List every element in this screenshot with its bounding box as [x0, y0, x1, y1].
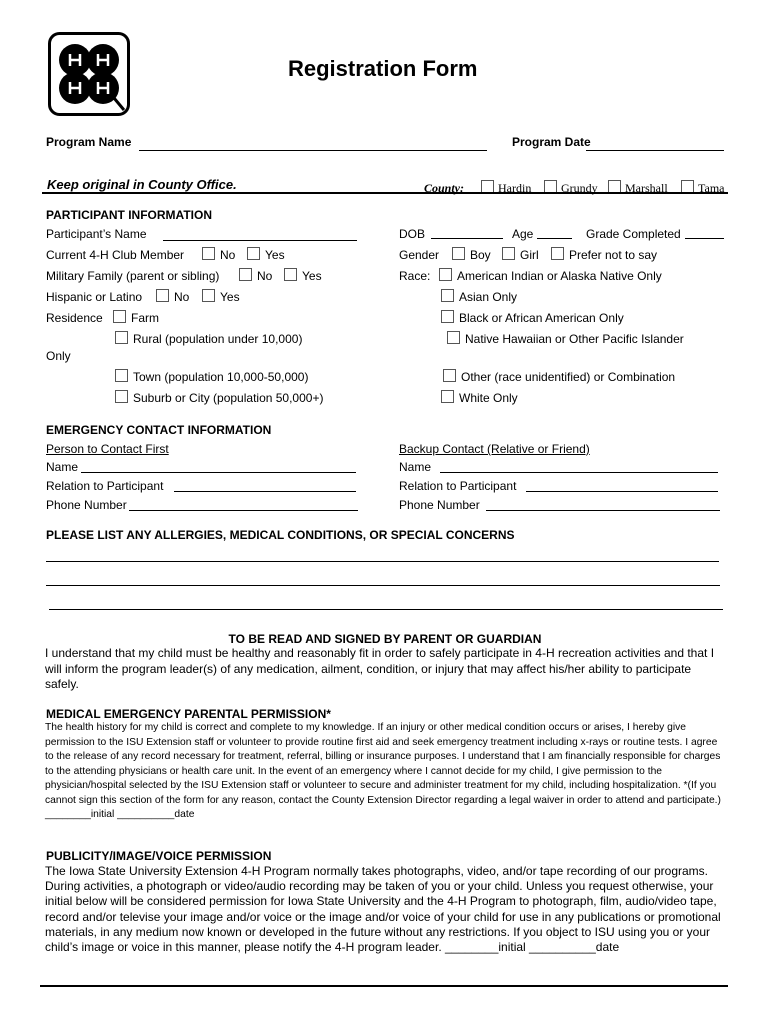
gender-girl-checkbox[interactable]: [502, 247, 515, 260]
county-tama-label: Tama: [698, 181, 725, 195]
race-white-checkbox[interactable]: [441, 390, 454, 403]
club-no-checkbox[interactable]: [202, 247, 215, 260]
keep-original-text: Keep original in County Office.: [47, 177, 237, 192]
gender-prefer-checkbox[interactable]: [551, 247, 564, 260]
race-asian-label: Asian Only: [459, 290, 518, 304]
hispanic-yes-label: Yes: [220, 290, 240, 304]
club-yes-checkbox[interactable]: [247, 247, 260, 260]
race-white-label: White Only: [459, 391, 518, 405]
backup-contact-phone-field[interactable]: [486, 510, 720, 511]
program-date-label: Program Date: [512, 135, 591, 149]
age-label: Age: [512, 227, 534, 241]
dob-label: DOB: [399, 227, 426, 241]
military-no-checkbox[interactable]: [239, 268, 252, 281]
emergency-heading: EMERGENCY CONTACT INFORMATION: [46, 423, 272, 437]
hispanic-no-label: No: [174, 290, 190, 304]
military-label: Military Family (parent or sibling): [46, 269, 220, 283]
gender-boy-label: Boy: [470, 248, 491, 262]
residence-only-label: Only: [46, 349, 71, 363]
residence-suburb-label: Suburb or City (population 50,000+): [133, 391, 324, 405]
race-black-checkbox[interactable]: [441, 310, 454, 323]
backup-contact-relation-field[interactable]: [526, 491, 718, 492]
guardian-text: I understand that my child must be healthy and reasonably fit in order to safely participate in 4-H recreation activities and that I will inform the program leader(s) of any medication, ailment, condition, or injury that may affect his/her ability to participate safely.: [45, 646, 715, 691]
allergies-line-2[interactable]: [46, 585, 720, 586]
county-marshall-label: Marshall: [625, 181, 668, 195]
participant-heading: PARTICIPANT INFORMATION: [46, 208, 212, 222]
race-other-checkbox[interactable]: [443, 369, 456, 382]
medical-heading: MEDICAL EMERGENCY PARENTAL PERMISSION*: [46, 707, 331, 721]
residence-farm-checkbox[interactable]: [113, 310, 126, 323]
race-asian-checkbox[interactable]: [441, 289, 454, 302]
header-divider: [42, 192, 728, 194]
first-contact-relation-field[interactable]: [174, 491, 356, 492]
residence-town-checkbox[interactable]: [115, 369, 128, 382]
race-black-label: Black or African American Only: [459, 311, 624, 325]
residence-label: Residence: [46, 311, 103, 325]
grade-label: Grade Completed: [586, 227, 681, 241]
first-contact-phone-label: Phone Number: [46, 498, 127, 512]
gender-label: Gender: [399, 248, 440, 262]
first-contact-relation-label: Relation to Participant: [46, 479, 164, 493]
publicity-text: The Iowa State University Extension 4-H Program normally takes photographs, video, and/or tape recording of our programs. During activities, a photograph or video/audio recording may be taken of you or your child. Unless you request otherwise, your initial below will be considered permission for Iowa State University and the 4-H Program to photograph, film, audio/video tape, record and/or televise your image and/or voice or the image and/or voice of your child for use in any publications or promotional materials, in any medium now known or developed in the future without any restrictions. If you object to ISU using you or your child’s image or voice in this manner, please notify the 4-H program leader. ________initial __________date: [45, 864, 721, 955]
military-yes-label: Yes: [302, 269, 322, 283]
backup-contact-relation-label: Relation to Participant: [399, 479, 517, 493]
club-member-label: Current 4-H Club Member: [46, 248, 185, 262]
club-no-label: No: [220, 248, 236, 262]
age-field[interactable]: [537, 238, 572, 239]
county-label: County:: [424, 181, 465, 195]
race-american-indian-checkbox[interactable]: [439, 268, 452, 281]
first-contact-phone-field[interactable]: [129, 510, 358, 511]
residence-farm-label: Farm: [131, 311, 159, 325]
grade-field[interactable]: [685, 238, 724, 239]
backup-contact-name-field[interactable]: [440, 472, 718, 473]
gender-prefer-label: Prefer not to say: [569, 248, 658, 262]
footer-divider: [40, 985, 728, 987]
hispanic-yes-checkbox[interactable]: [202, 289, 215, 302]
military-no-label: No: [257, 269, 273, 283]
dob-field[interactable]: [431, 238, 503, 239]
race-label: Race:: [399, 269, 431, 283]
allergies-line-3[interactable]: [49, 609, 723, 610]
backup-contact-phone-label: Phone Number: [399, 498, 480, 512]
participant-name-field[interactable]: [163, 240, 357, 241]
hispanic-label: Hispanic or Latino: [46, 290, 143, 304]
first-contact-heading: Person to Contact First: [46, 442, 169, 456]
residence-rural-label: Rural (population under 10,000): [133, 332, 303, 346]
backup-contact-heading: Backup Contact (Relative or Friend): [399, 442, 590, 456]
residence-suburb-checkbox[interactable]: [115, 390, 128, 403]
race-american-indian-label: American Indian or Alaska Native Only: [457, 269, 662, 283]
allergies-line-1[interactable]: [46, 561, 719, 562]
race-hawaiian-label: Native Hawaiian or Other Pacific Islander: [465, 332, 684, 346]
residence-town-label: Town (population 10,000-50,000): [133, 370, 309, 384]
county-grundy-label: Grundy: [561, 181, 598, 195]
county-hardin-label: Hardin: [498, 181, 532, 195]
program-name-label: Program Name: [46, 135, 132, 149]
program-name-field[interactable]: [139, 150, 487, 151]
allergies-heading: PLEASE LIST ANY ALLERGIES, MEDICAL CONDITIONS, OR SPECIAL CONCERNS: [46, 528, 515, 542]
military-yes-checkbox[interactable]: [284, 268, 297, 281]
page-title: Registration Form: [288, 56, 478, 81]
hispanic-no-checkbox[interactable]: [156, 289, 169, 302]
club-yes-label: Yes: [265, 248, 285, 262]
4h-clover-logo: [48, 32, 130, 116]
first-contact-name-label: Name: [46, 460, 79, 474]
first-contact-name-field[interactable]: [81, 472, 356, 473]
race-hawaiian-checkbox[interactable]: [447, 331, 460, 344]
race-other-label: Other (race unidentified) or Combination: [461, 370, 676, 384]
gender-boy-checkbox[interactable]: [452, 247, 465, 260]
gender-girl-label: Girl: [520, 248, 539, 262]
publicity-heading: PUBLICITY/IMAGE/VOICE PERMISSION: [46, 849, 272, 863]
backup-contact-name-label: Name: [399, 460, 432, 474]
medical-text: The health history for my child is correct and complete to my knowledge. If an injury or other medical condition occurs or arises, I hereby give permission to the ISU Extension staff or volunteer to provide routine first aid and seek emergency treatment including x-rays or routine tests. I agree to the release of any record necessary for treatment, referral, billing or insurance purposes. I understand that I am financially responsible for charges to the attending physicians or health care unit. In the event of an emergency where I cannot decide for my child, I give permission to the physician/hospital selected by the ISU Extension staff or volunteer to secure and administer treatment for my child, including hospitalization. *(If you cannot sign this section of the form for any reason, contact the County Extension Director regarding a legal waiver in order to attend and participate.) ________initial __________date: [45, 722, 721, 820]
program-date-field[interactable]: [586, 150, 724, 151]
participant-name-label: Participant’s Name: [46, 227, 147, 241]
guardian-heading: TO BE READ AND SIGNED BY PARENT OR GUARDIAN: [228, 632, 542, 646]
residence-rural-checkbox[interactable]: [115, 331, 128, 344]
